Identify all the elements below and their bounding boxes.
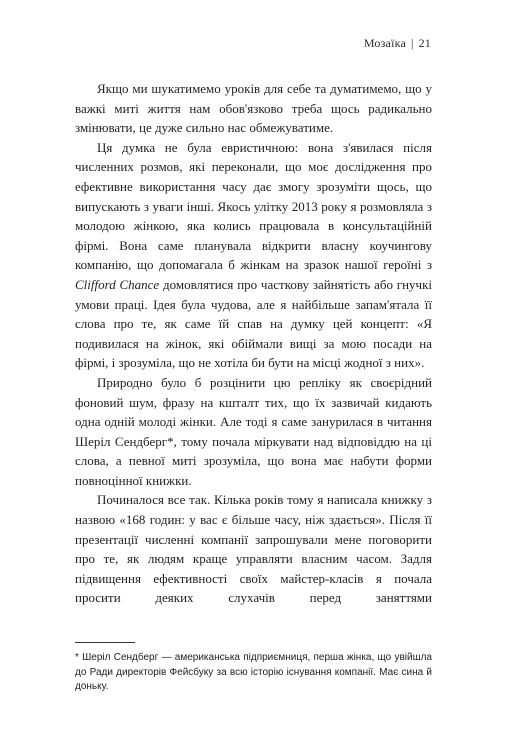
paragraph-2-text-b: домовлятися про часткову зайнятість або гнучкі умови праці. Ідея була чудова, але я найбільше запам'ятала її слова про те, як саме їй спав на думку цей концепт: «Я подивилася на жінок, які обіймали вищі за мою посади на фірмі, і зрозуміла, що не хотіла би бути на місці жодної з них». xyxy=(75,276,433,371)
header-separator: | xyxy=(410,36,414,50)
footnote-divider xyxy=(75,642,135,643)
paragraph-4: Починалося все так. Кілька років тому я написала книжку з назвою «168 годин: у вас є більше часу, ніж здається». Після її презентації численні компанії запрошували мене поговорити про те, як людям краще управляти власним часом. Задля підвищення ефективності своїх майстер-класів я почала просити деяких слухачів перед заняттями xyxy=(75,492,432,606)
company-name-italic: Clifford Chance xyxy=(75,276,160,292)
running-header xyxy=(364,36,431,51)
footnote: * Шеріл Сендберг — американська підприємниця, перша жінка, що увійшла до Ради директорів Фейсбуку за всю історію існування компанії. Має сина й доньку. xyxy=(75,652,432,692)
paragraph-3: Природно було б розцінити цю репліку як своєрідний фоновий шум, фразу на кшталт тих, що їх зазвичай кидають одна одній молоді жінки. Але тоді я саме занурилася в читання Шеріл Сендберг*, тому почала міркувати над відповіддю на ці слова, а певної миті зрозуміла, що вона має набути форми повноцінної книжки. xyxy=(75,374,432,488)
paragraph-2 xyxy=(75,138,432,373)
paragraph-1: Якщо ми шукатимемо уроків для себе та думатимемо, що у важкі миті життя нам обов'язково треба щось радикально змінювати, це дуже сильно нас обмежуватиме. xyxy=(75,81,432,136)
paragraph-2-text-a: Ця думка не була евристичною: вона з'явилася після численних розмов, які переконали, що моє дослідження про ефективне використання часу дає змогу зрозуміти щось, що випускають з уваги інші. Якось улітку 2013 року я розмовляла з молодою жінкою, яка колись працювала в консультаційній фірмі. Вона саме планувала відкрити власну коучингову компанію, що допомагала б жінкам на зразок нашої героїні з xyxy=(75,139,432,273)
body-text xyxy=(75,79,432,608)
section-title: Мозаїка xyxy=(363,36,406,50)
page-number: 21 xyxy=(418,36,431,50)
